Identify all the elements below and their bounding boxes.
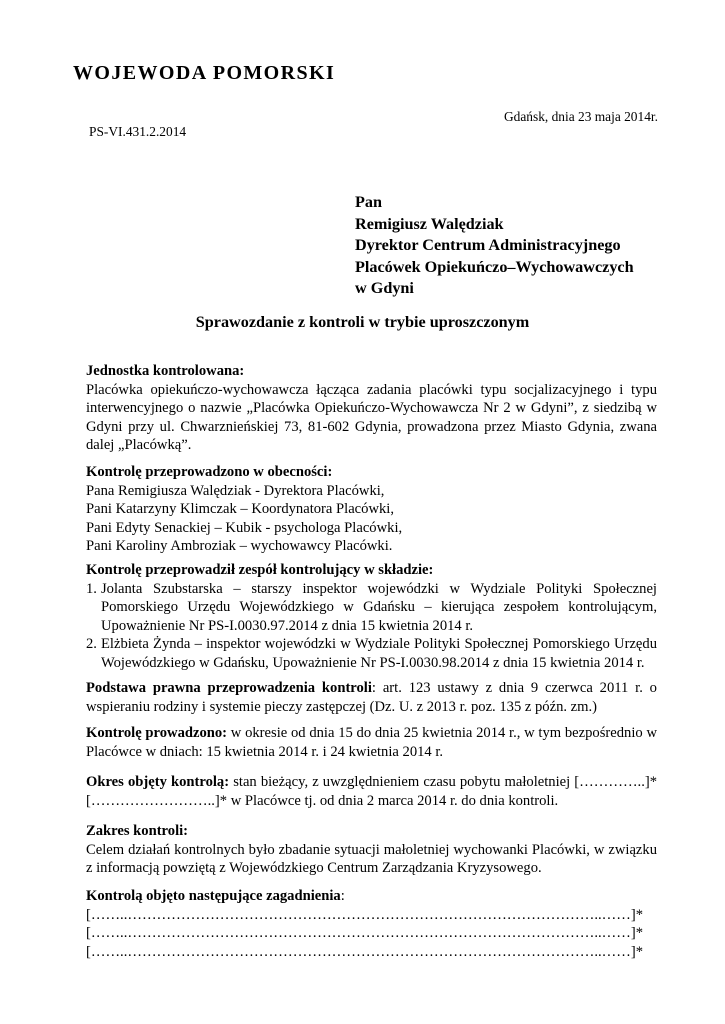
item-number: 2. [86, 636, 97, 653]
section-text: Placówka opiekuńczo-wychowawcza łącząca zadania placówki typu socjalizacyjnego i typu interwencyjnego o nazwie „Placówka Opiekuńczo-Wychowawcza Nr 2 w Gdyni”, z siedzibą w Gdyni przy ul. Chwarznieńskiej 73, 81-602 Gdynia, prowadzona przez Miasto Gdynia, zwana dalej „Placówką”. [86, 381, 657, 454]
recipient-line: Remigiusz Walędziak [355, 214, 504, 233]
item-text: Jolanta Szubstarska – starszy inspektor wojewódzki w Wydziale Polityki Społecznej Pomorskiego Urzędu Wojewódzkiego w Gdańsku – kierująca zespołem kontrolującym, Upoważnienie Nr PS-I.0030.97.2014 z dnia 15 kwietnia 2014 r. [101, 580, 657, 634]
reference-number: PS-VI.431.2.2014 [89, 124, 187, 139]
section-period [86, 724, 657, 761]
list-item [86, 580, 657, 636]
section-text: stan bieżący, z uwzględnieniem czasu pobytu małoletniej […………..]* [……………………..]* w Placówce tj. od dnia 2 marca 2014 r. do dnia kontroli. [86, 774, 657, 809]
document-title: Sprawozdanie z kontroli w trybie uproszczonym [195, 313, 530, 331]
section-unit [86, 362, 657, 455]
section-heading: Zakres kontroli: [86, 823, 189, 839]
recipient-line: Placówek Opiekuńczo–Wychowawczych [355, 257, 634, 276]
section-heading: Kontrolę prowadzono: [86, 725, 228, 741]
section-heading: Kontrolę przeprowadził zespół kontrolujący w składzie: [86, 562, 434, 578]
section-scope [86, 822, 657, 878]
item-number: 1. [86, 580, 97, 597]
section-text: w okresie od dnia 15 do dnia 25 kwietnia 2014 r., w tym bezpośrednio w Placówce w dniach: 15 kwietnia 2014 r. i 24 kwietnia 2014 r. [86, 725, 657, 760]
person-line: Pani Karoliny Ambroziak – wychowawcy Placówki. [86, 538, 393, 555]
recipient-line: Pan [355, 193, 382, 211]
document-date: Gdańsk, dnia 23 maja 2014r. [504, 109, 658, 124]
section-team [86, 561, 657, 673]
recipient-block [355, 192, 634, 300]
recipient-line: w Gdyni [355, 279, 414, 297]
section-heading: Jednostka kontrolowana: [86, 363, 245, 379]
redacted-line: [……..……………………………………………………………………………………..……]* [86, 943, 643, 960]
section-text: Celem działań kontrolnych było zbadanie sytuacji małoletniej wychowanki Placówki, w związku z informacją powziętą z Wojewódzkiego Centrum Zarządzania Kryzysowego. [86, 841, 657, 877]
section-heading: Kontrolę przeprowadzono w obecności: [86, 464, 333, 480]
section-heading: Podstawa prawna przeprowadzenia kontroli [86, 680, 372, 696]
section-presence [86, 463, 657, 556]
person-line: Pani Katarzyny Klimczak – Koordynatora Placówki, [86, 501, 395, 518]
person-line: Pani Edyty Senackiej – Kubik - psychologa Placówki, [86, 519, 403, 536]
section-issues [86, 887, 657, 961]
section-text: : art. 123 ustawy z dnia 9 czerwca 2011 r. o wspieraniu rodziny i systemie pieczy zastępczej (Dz. U. z 2013 r. poz. 135 z późn. zm.) [86, 680, 657, 715]
item-text: Elżbieta Żynda – inspektor wojewódzki w Wydziale Polityki Społecznej Pomorskiego Urzędu Wojewódzkiego w Gdańsku, Upoważnienie Nr PS-I.0030.98.2014 z dnia 15 kwietnia 2014 r. [101, 636, 657, 671]
team-list [86, 580, 657, 673]
redacted-line: [……..……………………………………………………………………………………..……]* [86, 925, 643, 942]
section-heading: Okres objęty kontrolą: [86, 774, 230, 790]
list-item [86, 635, 657, 672]
person-line: Pana Remigiusza Walędziak - Dyrektora Placówki, [86, 482, 385, 499]
section-legal [86, 679, 657, 716]
authority-header: WOJEWODA POMORSKI [73, 62, 336, 84]
section-scope-period [86, 773, 657, 810]
heading-colon: : [340, 888, 345, 904]
section-heading: Kontrolą objęto następujące zagadnienia [86, 888, 341, 904]
recipient-line: Dyrektor Centrum Administracyjnego [355, 236, 621, 254]
redacted-line: [……..……………………………………………………………………………………..……]* [86, 906, 643, 923]
